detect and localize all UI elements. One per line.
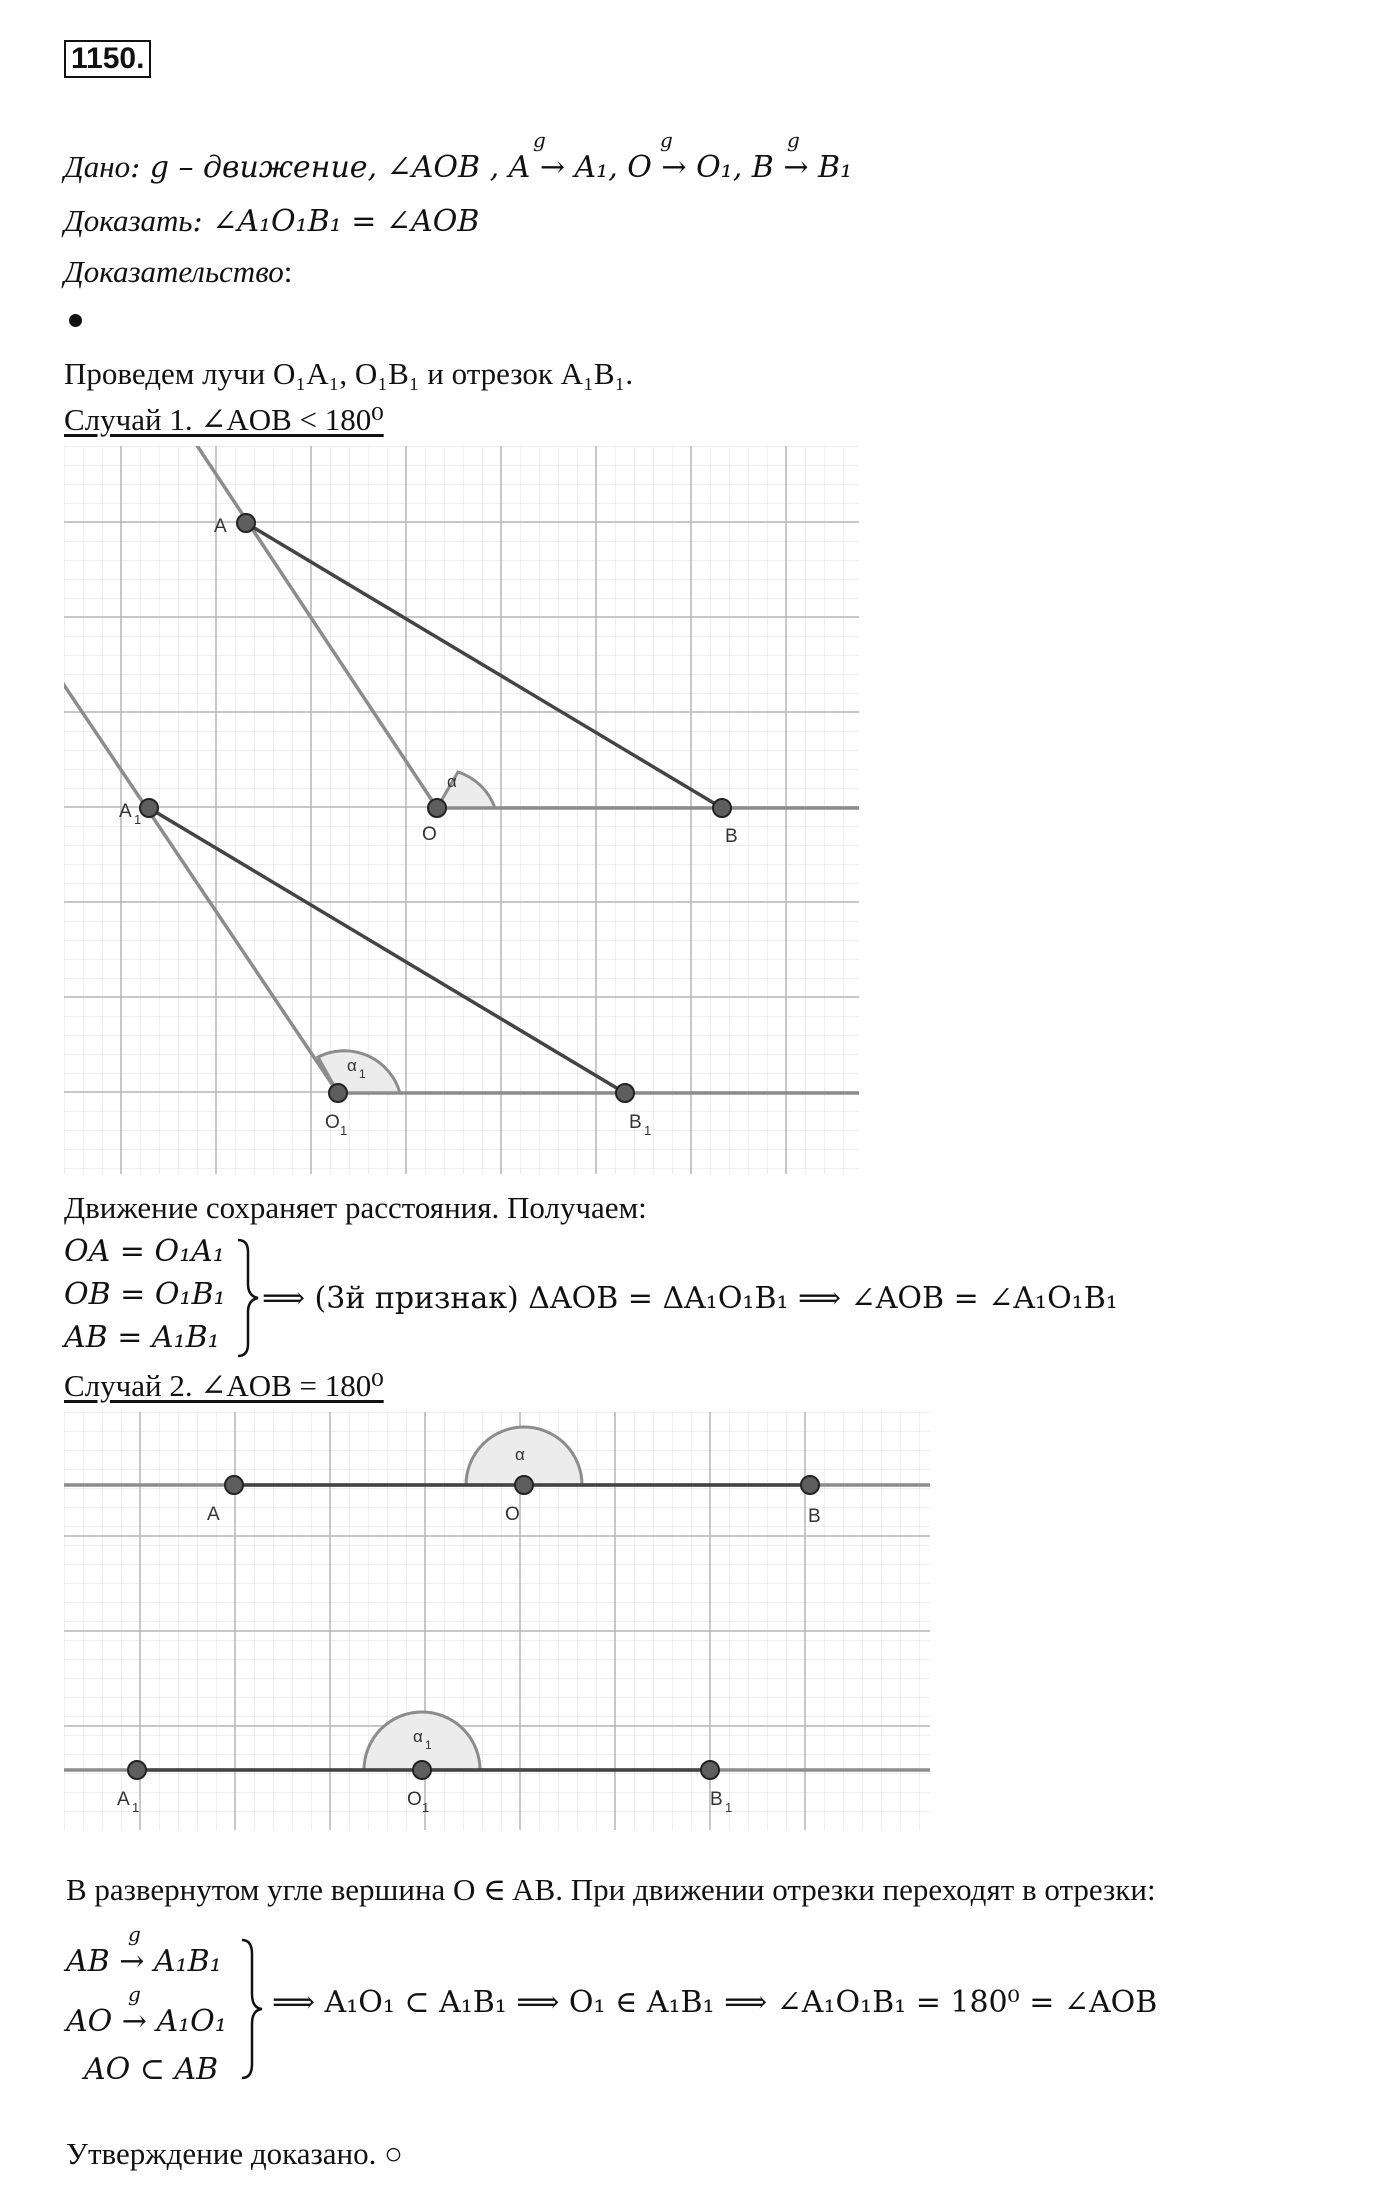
case1-figure xyxy=(64,446,859,1174)
label-alpha1-2-sub: 1 xyxy=(425,1738,432,1752)
label-B1-2: B xyxy=(710,1789,723,1810)
label-O1-2: O xyxy=(407,1789,422,1810)
label-alpha1-2: α xyxy=(413,1727,423,1746)
given-label: Дано xyxy=(64,149,131,184)
system2-line-2: AO → A₁O₁ xyxy=(66,2004,227,2039)
case2-figure xyxy=(64,1412,930,1830)
system2-conclusion: ⟹ A₁O₁ ⊂ A₁B₁ ⟹ O₁ ∈ A₁B₁ ⟹ ∠A₁O₁B₁ = 180⁰ = ∠AOB xyxy=(272,1985,1158,2020)
distance-text: Движение сохраняет расстояния. Получаем: xyxy=(64,1190,647,1225)
label-A1-2-sub: 1 xyxy=(132,1800,140,1815)
system1-line-2: OB = O₁B₁ xyxy=(64,1277,226,1312)
case1-title: Случай 1. ∠AOB < 180⁰ xyxy=(64,402,384,437)
label-A1: A xyxy=(119,801,132,822)
label-O: O xyxy=(422,824,437,845)
point-B1-2 xyxy=(701,1761,719,1779)
point-A1 xyxy=(140,799,158,817)
label-B1-2-sub: 1 xyxy=(725,1800,733,1815)
point-O xyxy=(428,799,446,817)
label-alpha1: α xyxy=(347,1056,357,1075)
label-O1-sub: 1 xyxy=(340,1123,348,1138)
label-B: B xyxy=(725,826,738,847)
label-O1-2-sub: 1 xyxy=(422,1800,430,1815)
problem-number: 1150. xyxy=(64,40,151,78)
given-line xyxy=(64,150,852,185)
step1-text: Проведем лучи O₁A₁, O₁B₁ и отрезок A₁B₁. xyxy=(64,356,634,391)
proof-label-line xyxy=(64,256,292,287)
system2-line-1: AB → A₁B₁ xyxy=(66,1944,222,1979)
point-O-2 xyxy=(515,1476,533,1494)
final-statement: Утверждение доказано. ○ xyxy=(66,2136,403,2171)
label-A: A xyxy=(214,516,227,537)
prove-label: Доказать xyxy=(64,203,193,238)
system1-conclusion: ⟹ (3й признак) ΔAOB = ΔA₁O₁B₁ ⟹ ∠AOB = ∠A₁O₁B₁ xyxy=(262,1281,1118,1316)
label-alpha-2: α xyxy=(515,1445,525,1464)
point-O1 xyxy=(329,1084,347,1102)
label-A1-sub: 1 xyxy=(134,812,142,827)
point-A-2 xyxy=(225,1476,243,1494)
straight-angle-text: В развернутом угле вершина O ∈ AB. При движении отрезки переходят в отрезки: xyxy=(66,1872,1156,1907)
label-B-2: B xyxy=(808,1506,821,1527)
given-text: : g – движение, ∠AOB , A → A₁, O → O₁, B → B₁ xyxy=(130,150,853,185)
label-alpha: α xyxy=(447,772,457,791)
point-A xyxy=(237,514,255,532)
label-A-2: A xyxy=(207,1504,220,1525)
label-B1-sub: 1 xyxy=(644,1123,652,1138)
proof-label: Доказательство xyxy=(64,254,284,289)
proof-colon: : xyxy=(283,254,293,289)
case2-title: Случай 2. ∠AOB = 180⁰ xyxy=(64,1368,384,1403)
point-A1-2 xyxy=(128,1761,146,1779)
system1-line-3: AB = A₁B₁ xyxy=(64,1320,220,1355)
given-arrow-label-2: g xyxy=(660,128,673,152)
point-B xyxy=(713,799,731,817)
point-B-2 xyxy=(801,1476,819,1494)
system2-line-3: AO ⊂ AB xyxy=(84,2052,219,2087)
system1-brace xyxy=(236,1238,260,1358)
label-O1: O xyxy=(325,1112,340,1133)
prove-line xyxy=(64,204,479,239)
system1-line-1: OA = O₁A₁ xyxy=(64,1234,225,1269)
given-arrow-label-3: g xyxy=(787,128,800,152)
point-B1 xyxy=(616,1084,634,1102)
system2-brace xyxy=(240,1938,264,2080)
point-O1-2 xyxy=(413,1761,431,1779)
given-arrow-label-1: g xyxy=(533,128,546,152)
system2-arrow-label-2: g xyxy=(128,1982,141,2006)
label-B1: B xyxy=(629,1112,642,1133)
label-O-2: O xyxy=(505,1504,520,1525)
label-alpha1-sub: 1 xyxy=(359,1067,366,1081)
bullet-mark xyxy=(69,314,82,327)
label-A1-2: A xyxy=(117,1789,130,1810)
prove-text: : ∠A₁O₁B₁ = ∠AOB xyxy=(192,204,480,239)
system2-arrow-label-1: g xyxy=(128,1922,141,1946)
